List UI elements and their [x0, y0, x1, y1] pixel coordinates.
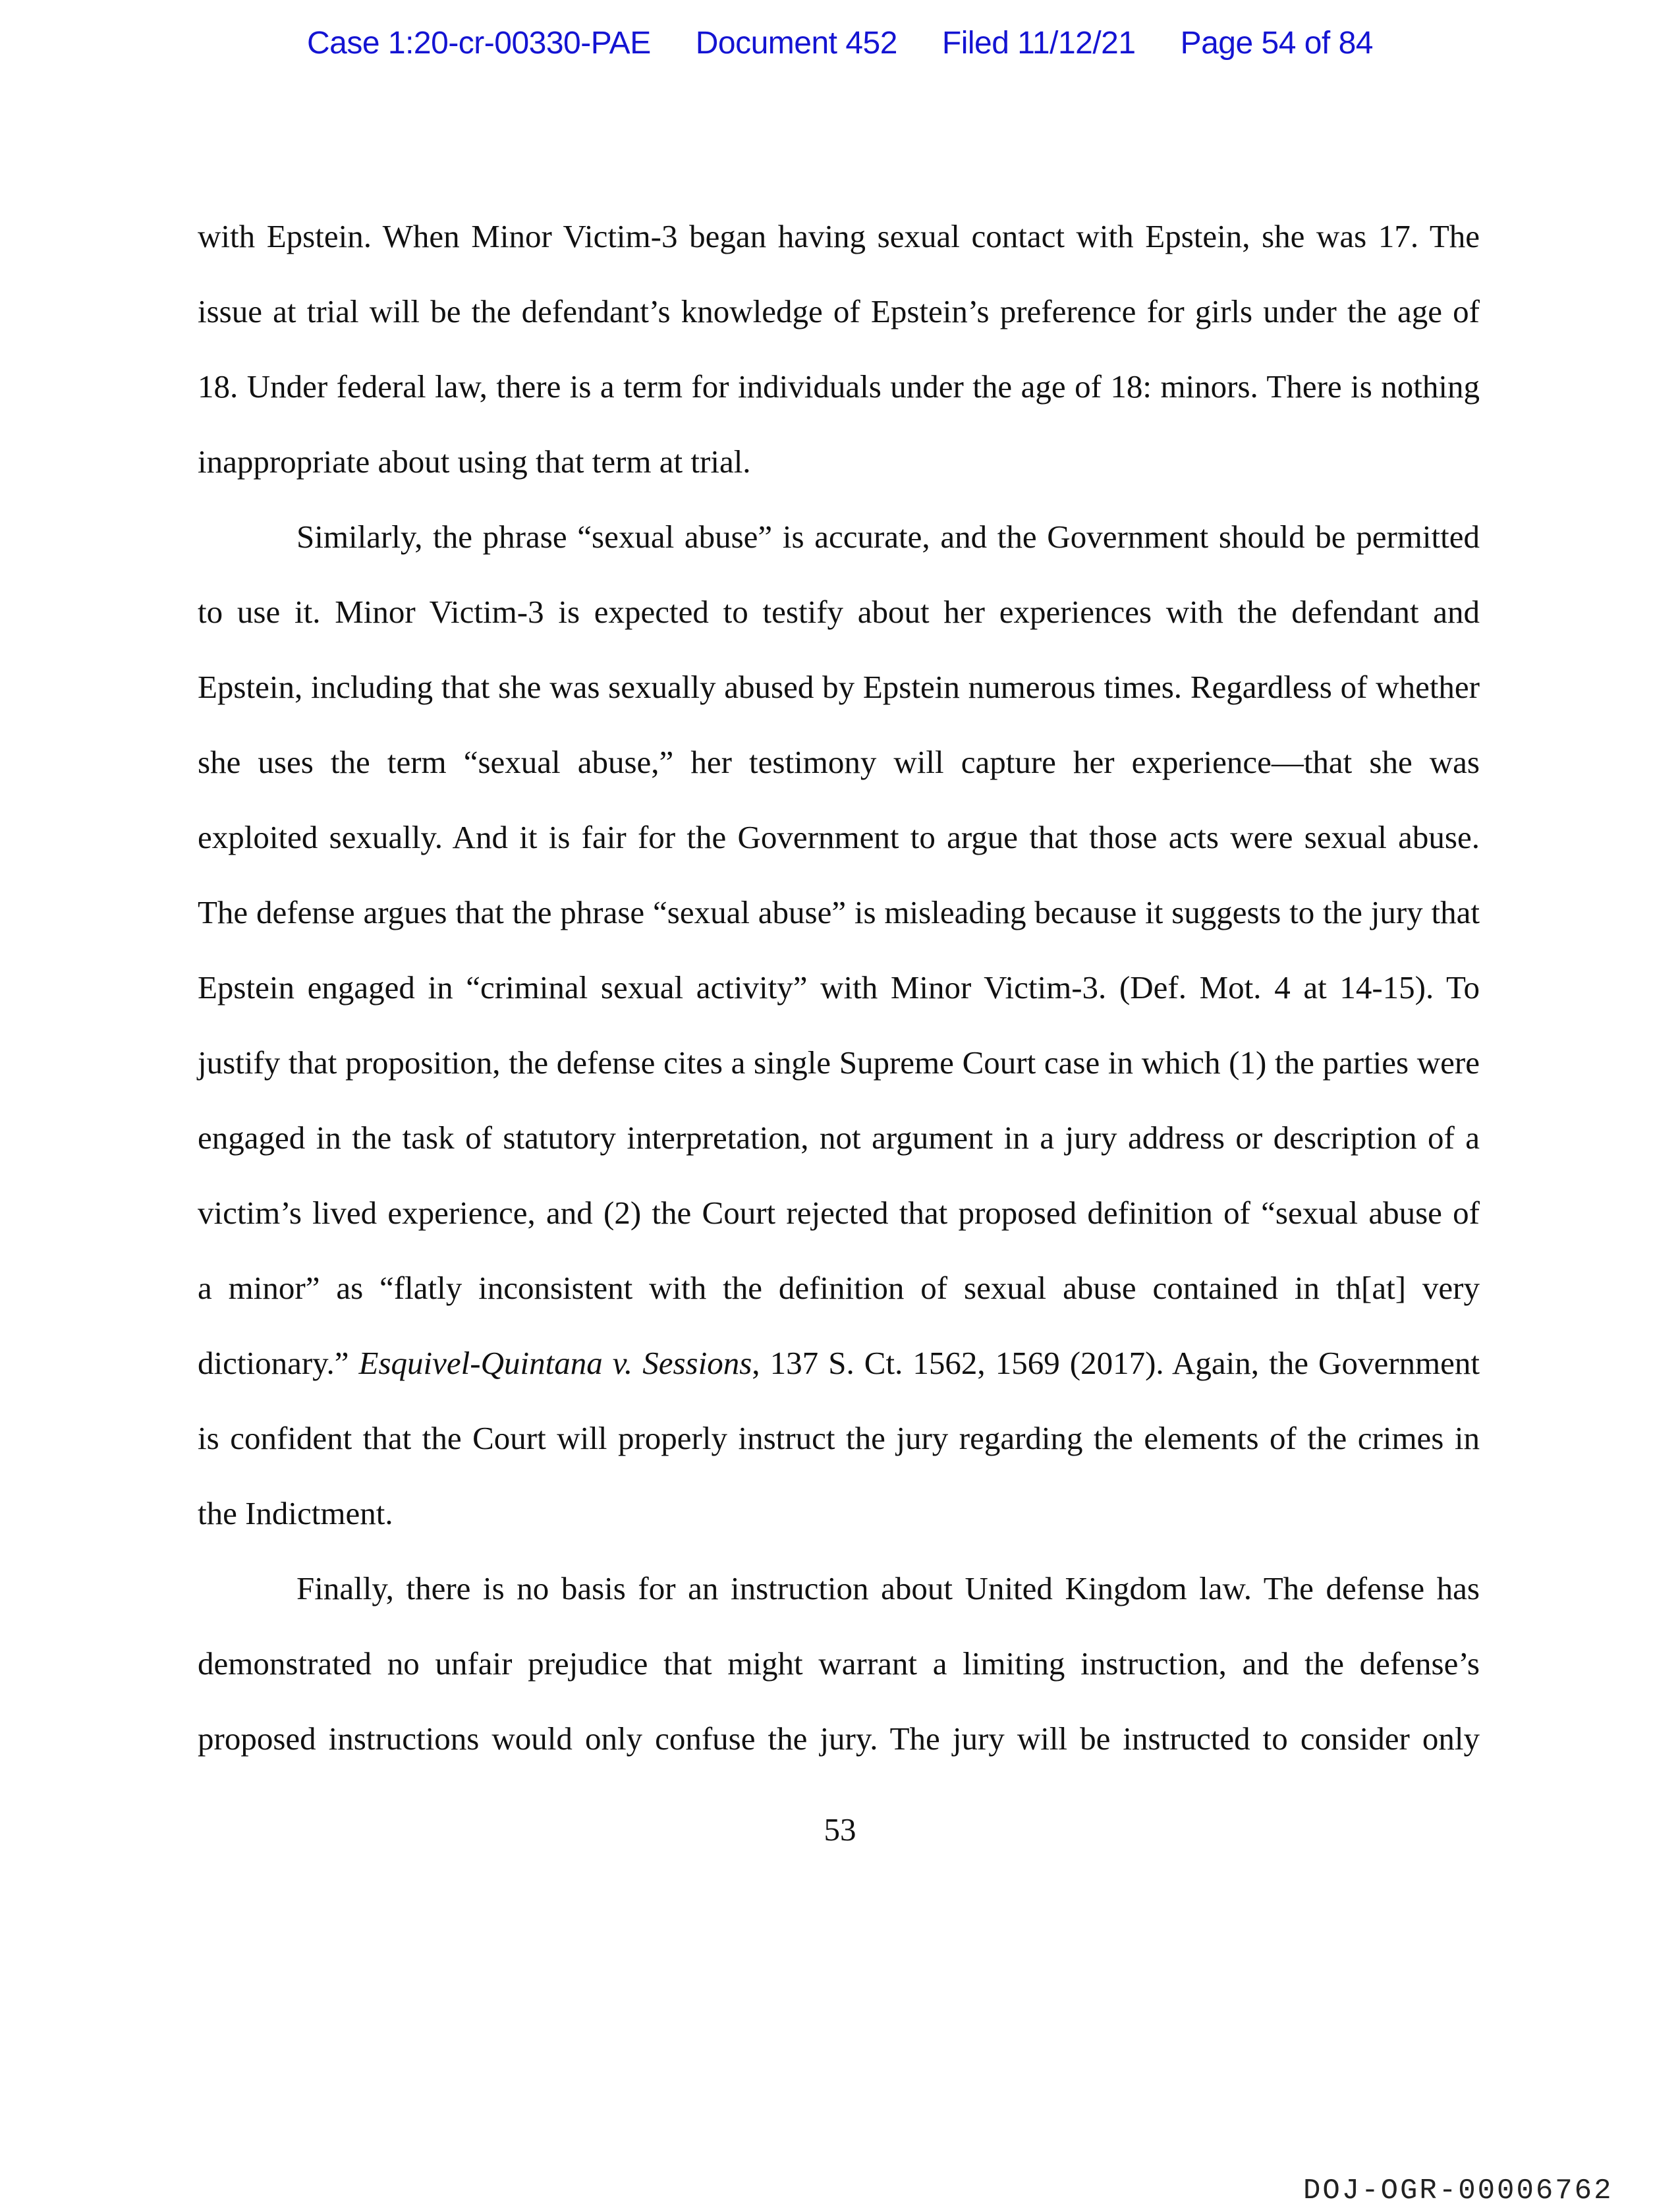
ecf-header	[0, 25, 1680, 61]
text-line: justify that proposition, the defense cites a single Supreme Court case in which (1) the parties were	[198, 1044, 1480, 1081]
text-line: The defense argues that the phrase “sexual abuse” is misleading because it suggests to the jury that	[198, 894, 1480, 930]
text-line: proposed instructions would only confuse the jury. The jury will be instructed to consider only	[198, 1720, 1480, 1757]
case-number: Case 1:20-cr-00330-PAE	[307, 26, 651, 61]
page-number: 53	[824, 1811, 856, 1848]
text-line: 18. Under federal law, there is a term for individuals under the age of 18: minors. There is nothing	[198, 368, 1480, 405]
text-line: exploited sexually. And it is fair for the Government to argue that those acts were sexual abuse.	[198, 819, 1480, 855]
document-body	[198, 199, 1480, 1776]
text-line: engaged in the task of statutory interpretation, not argument in a jury address or description of a	[198, 1120, 1480, 1156]
text-line: inappropriate about using that term at trial.	[198, 443, 751, 480]
text-line: Epstein, including that she was sexually abused by Epstein numerous times. Regardless of whether	[198, 669, 1480, 705]
text-line: to use it. Minor Victim-3 is expected to testify about her experiences with the defendant and	[198, 594, 1480, 630]
citation-rest: , 137 S. Ct. 1562, 1569 (2017). Again, the Government	[752, 1345, 1480, 1381]
text-line: a minor” as “flatly inconsistent with the definition of sexual abuse contained in th[at] very	[198, 1270, 1480, 1306]
case-citation-name: Esquivel-Quintana v. Sessions	[358, 1345, 752, 1381]
document-number: Document 452	[695, 26, 897, 61]
text-line: issue at trial will be the defendant’s knowledge of Epstein’s preference for girls under the age of	[198, 293, 1480, 329]
text-line: with Epstein. When Minor Victim-3 began having sexual contact with Epstein, she was 17. The	[198, 218, 1480, 254]
text-line: Finally, there is no basis for an instruction about United Kingdom law. The defense has	[296, 1570, 1480, 1606]
text-line: demonstrated no unfair prejudice that might warrant a limiting instruction, and the defense’s	[198, 1645, 1480, 1682]
text-line: the Indictment.	[198, 1495, 393, 1531]
page-count: Page 54 of 84	[1180, 26, 1373, 61]
text-line: she uses the term “sexual abuse,” her testimony will capture her experience—that she was	[198, 744, 1480, 780]
citation-line	[198, 1326, 1480, 1401]
text-line: Similarly, the phrase “sexual abuse” is accurate, and the Government should be permitted	[296, 519, 1480, 555]
bates-number: DOJ-OGR-00006762	[1303, 2174, 1613, 2207]
text-line: is confident that the Court will properly instruct the jury regarding the elements of the crimes in	[198, 1420, 1480, 1456]
text-line: Epstein engaged in “criminal sexual activity” with Minor Victim-3. (Def. Mot. 4 at 14-15). To	[198, 969, 1480, 1006]
text-line: victim’s lived experience, and (2) the Court rejected that proposed definition of “sexual abuse of	[198, 1195, 1480, 1231]
filed-date: Filed 11/12/21	[941, 26, 1136, 61]
citation-lead: dictionary.”	[198, 1345, 359, 1381]
